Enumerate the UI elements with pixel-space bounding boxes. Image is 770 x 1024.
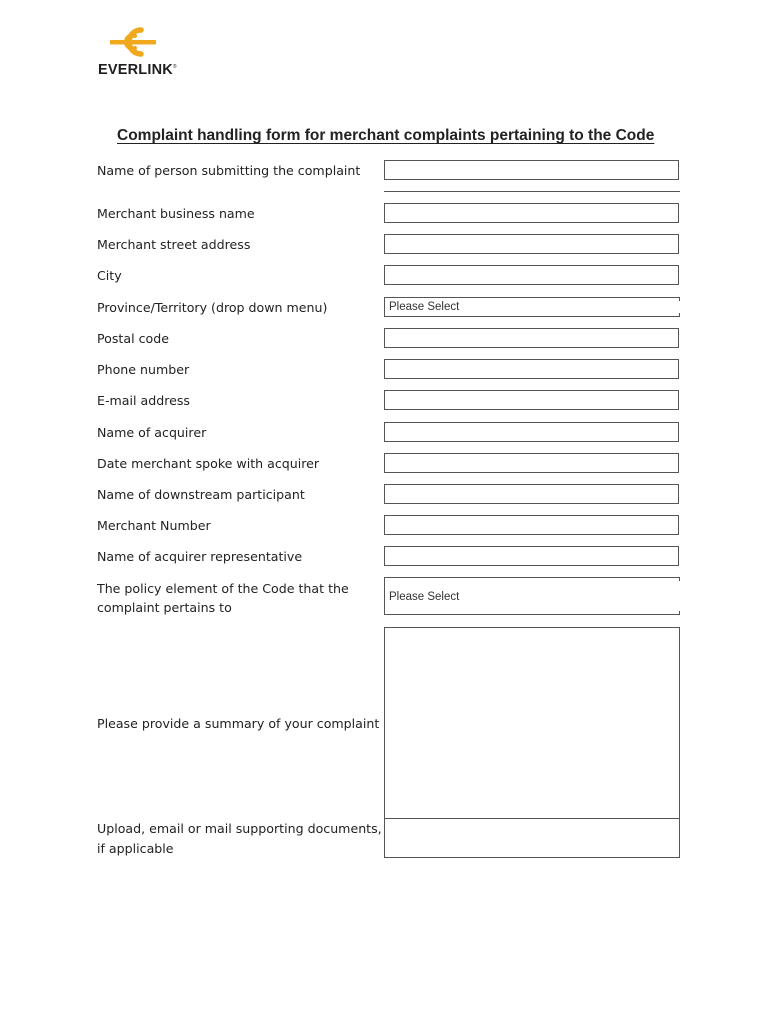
label-city: City (97, 268, 122, 283)
everlink-logo-mark (108, 24, 160, 60)
submitter-name-field[interactable] (384, 160, 679, 180)
complaint-summary-textarea[interactable] (384, 627, 680, 819)
label-supporting-documents-line2: if applicable (97, 841, 174, 856)
label-acquirer-name: Name of acquirer (97, 425, 207, 440)
logo-wordmark: EVERLINK® (98, 62, 177, 78)
policy-element-select[interactable] (384, 577, 680, 615)
acquirer-representative-field[interactable] (384, 546, 679, 566)
merchant-business-name-field[interactable] (384, 203, 679, 223)
supporting-documents-upload[interactable] (384, 818, 680, 858)
form-title: Complaint handling form for merchant complaints pertaining to the Code (117, 127, 655, 144)
everlink-logo (96, 24, 186, 80)
policy-element-selected-value: Please Select (389, 591, 460, 603)
label-phone-number: Phone number (97, 362, 190, 377)
acquirer-name-field[interactable] (384, 422, 679, 442)
submitter-name-underline (384, 191, 680, 192)
label-policy-element-line1: The policy element of the Code that the (97, 581, 349, 596)
label-downstream-participant: Name of downstream participant (97, 487, 305, 502)
merchant-number-field[interactable] (384, 515, 679, 535)
phone-number-field[interactable] (384, 359, 679, 379)
label-policy-element-line2: complaint pertains to (97, 600, 232, 615)
label-merchant-street-address: Merchant street address (97, 237, 251, 252)
date-spoke-with-acquirer-field[interactable] (384, 453, 679, 473)
label-acquirer-representative: Name of acquirer representative (97, 549, 303, 564)
label-supporting-documents (97, 819, 382, 859)
label-date-spoke-with-acquirer: Date merchant spoke with acquirer (97, 456, 320, 471)
label-merchant-number: Merchant Number (97, 518, 211, 533)
label-policy-element (97, 579, 349, 617)
label-submitter-name: Name of person submitting the complaint (97, 163, 361, 178)
label-email-address: E-mail address (97, 393, 190, 408)
label-merchant-business-name: Merchant business name (97, 206, 255, 221)
downstream-participant-field[interactable] (384, 484, 679, 504)
province-territory-select[interactable] (384, 297, 680, 317)
label-province-territory: Province/Territory (drop down menu) (97, 300, 328, 315)
province-territory-selected-value: Please Select (389, 301, 460, 313)
label-postal-code: Postal code (97, 331, 169, 346)
city-field[interactable] (384, 265, 679, 285)
merchant-street-address-field[interactable] (384, 234, 679, 254)
label-complaint-summary: Please provide a summary of your complaint (97, 716, 380, 731)
postal-code-field[interactable] (384, 328, 679, 348)
label-supporting-documents-line1: Upload, email or mail supporting documents, (97, 821, 382, 836)
email-address-field[interactable] (384, 390, 679, 410)
